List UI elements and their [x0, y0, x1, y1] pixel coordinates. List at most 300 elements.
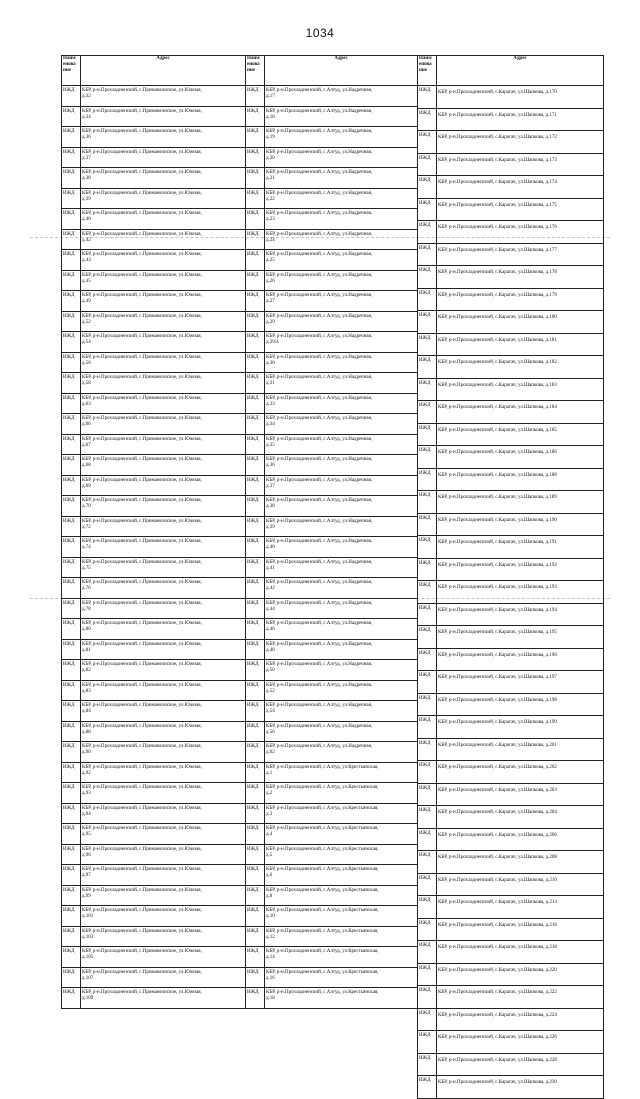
table-row [246, 906, 418, 927]
address-line: КБР, р-н.Прохладненский, с.Приманелиское, ул.Южная, [82, 395, 202, 401]
address-table-right [417, 55, 604, 1099]
address-cell [265, 496, 418, 517]
table-row [246, 414, 418, 435]
building-type-cell: ИЖД [246, 680, 265, 701]
house-number: д.32 [82, 94, 91, 99]
address-cell [81, 352, 246, 373]
building-type-cell: ИЖД [418, 356, 437, 379]
address-cell [265, 393, 418, 414]
table-row [418, 558, 604, 581]
address-line: КБР, р-н.Прохладненский, с.Карагач, ул.Шапкова, д.183 [438, 382, 557, 388]
table-row [62, 926, 246, 947]
table-row [62, 86, 246, 107]
address-line: КБР, р-н.Прохладненский, с.Алтуд, ул.Надречная, [266, 190, 373, 196]
table-row [418, 693, 604, 716]
address-line: КБР, р-н.Прохладненский, с.Алтуд, ул.Надречная, [266, 293, 373, 298]
building-type-cell: ИЖД [418, 311, 437, 334]
house-number: д.101 [82, 914, 94, 919]
address-line: КБР, р-н.Прохладненский, с.Алтуд, ул.Надречная, [266, 272, 373, 278]
building-type-cell: ИЖД [246, 578, 265, 599]
address-cell [265, 209, 418, 230]
address-line: КБР, р-н.Прохладненский, с.Карагач, ул.Шапкова, д.173 [438, 157, 557, 163]
address-cell [81, 373, 246, 394]
address-line: КБР, р-н.Прохладненский, с.Карагач, ул.Шапкова, д.196 [438, 652, 557, 658]
house-number: д.25 [266, 258, 275, 263]
house-number: д.63 [82, 401, 91, 407]
address-cell [265, 373, 418, 394]
address-line: КБР, р-н.Прохладненский, с.Алтуд, ул.Надречная, [266, 108, 373, 114]
address-cell [81, 865, 246, 886]
header-type: Наим енова ние [62, 56, 81, 86]
address-cell [81, 598, 246, 619]
address-line: КБР, р-н.Прохладненский, с.Алтуд, ул.Надречная, [266, 375, 373, 380]
building-type-cell: ИЖД [418, 873, 437, 896]
address-line: КБР, р-н.Прохладненский, с.Алтуд, ул.Надречная, [266, 88, 373, 93]
address-cell [265, 106, 418, 127]
building-type-cell: ИЖД [246, 475, 265, 496]
table-row [418, 603, 604, 626]
building-type-cell: ИЖД [418, 806, 437, 829]
building-type-cell: ИЖД [62, 865, 81, 886]
address-cell [81, 783, 246, 804]
table-row [418, 1053, 604, 1076]
table-row [418, 738, 604, 761]
address-line: КБР, р-н.Прохладненский, с.Приманелиское, ул.Южная, [82, 764, 202, 770]
address-line: КБР, р-н.Прохладненский, с.Алтуд, ул.Крестьянская, [266, 867, 379, 872]
house-number: д.99 [82, 893, 91, 899]
house-number: д.50 [266, 668, 275, 673]
address-cell [265, 250, 418, 271]
building-type-cell: ИЖД [418, 581, 437, 604]
house-number: д.105 [82, 955, 94, 960]
table-row [418, 761, 604, 784]
table-row [418, 828, 604, 851]
address-cell [437, 941, 604, 964]
building-type-cell: ИЖД [246, 106, 265, 127]
house-number: д.76 [82, 586, 91, 591]
building-type-cell: ИЖД [62, 434, 81, 455]
table-row [62, 455, 246, 476]
address-line: КБР, р-н.Прохладненский, с.Карагач, ул.Шапкова, д.197 [438, 675, 557, 680]
building-type-cell: ИЖД [62, 270, 81, 291]
address-line: КБР, р-н.Прохладненский, с.Карагач, ул.Шапкова, д.176 [438, 225, 557, 230]
address-cell [265, 270, 418, 291]
building-type-cell: ИЖД [62, 906, 81, 927]
address-cell [81, 926, 246, 947]
address-line: КБР, р-н.Прохладненский, с.Алтуд, ул.Надречная, [266, 641, 373, 647]
address-cell [81, 168, 246, 189]
building-type-cell: ИЖД [62, 455, 81, 476]
address-cell [265, 762, 418, 783]
address-line: КБР, р-н.Прохладненский, с.Приманелиское, ул.Южная, [82, 723, 202, 729]
address-line: КБР, р-н.Прохладненский, с.Алтуд, ул.Надречная, [266, 313, 373, 319]
house-number: д.80 [82, 627, 91, 632]
address-cell [81, 947, 246, 968]
building-type-cell: ИЖД [418, 851, 437, 874]
address-line: КБР, р-н.Прохладненский, с.Карагач, ул.Шапкова, д.170 [438, 90, 557, 95]
building-type-cell: ИЖД [418, 333, 437, 356]
address-line: КБР, р-н.Прохладненский, с.Алтуд, ул.Крестьянская, [266, 969, 379, 975]
table-row [62, 865, 246, 886]
building-type-cell: ИЖД [418, 896, 437, 919]
house-number: д.69 [82, 483, 91, 489]
address-cell [81, 824, 246, 845]
address-cell [265, 598, 418, 619]
house-number: д.92 [82, 770, 91, 776]
address-cell [437, 963, 604, 986]
address-cell [265, 188, 418, 209]
address-cell [437, 581, 604, 604]
address-cell [81, 885, 246, 906]
address-cell [437, 221, 604, 244]
address-cell [265, 168, 418, 189]
building-type-cell: ИЖД [418, 153, 437, 176]
building-type-cell: ИЖД [246, 906, 265, 927]
address-cell [437, 626, 604, 649]
building-type-cell: ИЖД [246, 414, 265, 435]
building-type-cell: ИЖД [62, 578, 81, 599]
building-type-cell: ИЖД [418, 626, 437, 649]
address-cell [81, 127, 246, 148]
address-cell [437, 311, 604, 334]
building-type-cell: ИЖД [246, 455, 265, 476]
table-row [62, 229, 246, 250]
address-line: КБР, р-н.Прохладненский, с.Карагач, ул.Шапкова, д.199 [438, 720, 557, 725]
building-type-cell: ИЖД [246, 988, 265, 1009]
address-line: КБР, р-н.Прохладненский, с.Карагач, ул.Шапкова, д.206 [438, 832, 557, 838]
house-number: д.14 [266, 955, 275, 960]
address-cell [81, 537, 246, 558]
building-type-cell: ИЖД [418, 918, 437, 941]
table-row [246, 824, 418, 845]
address-line: КБР, р-н.Прохладненский, с.Алтуд, ул.Крестьянская, [266, 785, 379, 790]
house-number: д.46 [266, 627, 275, 632]
table-row [62, 311, 246, 332]
building-type-cell: ИЖД [246, 270, 265, 291]
house-number: д.10 [266, 914, 275, 919]
building-type-cell: ИЖД [246, 188, 265, 209]
address-cell [81, 639, 246, 660]
building-type-cell: ИЖД [246, 803, 265, 824]
house-number: д.12 [266, 934, 275, 940]
building-type-cell: ИЖД [418, 648, 437, 671]
house-number: д.38 [82, 176, 91, 181]
address-cell [81, 762, 246, 783]
address-line: КБР, р-н.Прохладненский, с.Алтуд, ул.Надречная, [266, 682, 373, 688]
address-line: КБР, р-н.Прохладненский, с.Карагач, ул.Шапкова, д.178 [438, 270, 557, 275]
table-row [62, 516, 246, 537]
house-number: д.72 [82, 524, 91, 530]
building-type-cell: ИЖД [246, 434, 265, 455]
table-row [62, 188, 246, 209]
address-cell [437, 446, 604, 469]
building-type-cell: ИЖД [246, 865, 265, 886]
address-line: КБР, р-н.Прохладненский, с.Алтуд, ул.Надречная, [266, 600, 373, 606]
building-type-cell: ИЖД [62, 803, 81, 824]
building-type-cell: ИЖД [418, 176, 437, 199]
building-type-cell: ИЖД [62, 414, 81, 435]
building-type-cell: ИЖД [62, 311, 81, 332]
table-row [62, 147, 246, 168]
table-row [62, 352, 246, 373]
table-row [246, 496, 418, 517]
house-number: д.97 [82, 873, 91, 878]
house-number: д.1 [266, 770, 273, 776]
building-type-cell: ИЖД [246, 844, 265, 865]
building-type-cell: ИЖД [62, 967, 81, 988]
table-row [62, 803, 246, 824]
house-number: д.49 [82, 299, 91, 304]
building-type-cell: ИЖД [246, 147, 265, 168]
table-row [246, 742, 418, 763]
table-row [246, 762, 418, 783]
table-row [418, 288, 604, 311]
house-number: д.96 [82, 852, 91, 858]
address-line: КБР, р-н.Прохладненский, с.Приманелиское, ул.Южная, [82, 149, 202, 155]
building-type-cell: ИЖД [418, 86, 437, 109]
address-cell [437, 153, 604, 176]
table-row [246, 680, 418, 701]
address-line: КБР, р-н.Прохладненский, с.Карагач, ул.Шапкова, д.189 [438, 495, 557, 500]
house-number: д.37 [266, 483, 275, 489]
address-line: КБР, р-н.Прохладненский, с.Приманелиское, ул.Южная, [82, 129, 202, 134]
table-row [62, 701, 246, 722]
table-row [62, 742, 246, 763]
table-row [246, 311, 418, 332]
house-number: д.41 [266, 565, 275, 571]
building-type-cell: ИЖД [246, 250, 265, 271]
address-line: КБР, р-н.Прохладненский, с.Карагач, ул.Шапкова, д.185 [438, 427, 557, 433]
address-line: КБР, р-н.Прохладненский, с.Алтуд, ул.Крестьянская, [266, 846, 379, 852]
building-type-cell: ИЖД [62, 885, 81, 906]
house-number: д.29/4 [266, 340, 279, 345]
house-number: д.23 [266, 217, 275, 222]
building-type-cell: ИЖД [246, 721, 265, 742]
address-line: КБР, р-н.Прохладненский, с.Приманелиское, ул.Южная, [82, 190, 202, 196]
address-cell [81, 701, 246, 722]
house-number: д.107 [82, 975, 94, 981]
header-type: Наим енова ние [418, 56, 437, 86]
address-cell [81, 803, 246, 824]
building-type-cell: ИЖД [246, 291, 265, 312]
table-row [246, 516, 418, 537]
table-row [418, 671, 604, 694]
address-cell [81, 475, 246, 496]
building-type-cell: ИЖД [62, 537, 81, 558]
building-type-cell: ИЖД [418, 491, 437, 514]
house-number: д.42 [266, 586, 275, 591]
table-row [418, 851, 604, 874]
address-line: КБР, р-н.Прохладненский, с.Карагач, ул.Шапкова, д.204 [438, 810, 557, 815]
table-header-row [62, 56, 246, 86]
building-type-cell: ИЖД [62, 168, 81, 189]
table-row [62, 906, 246, 927]
building-type-cell: ИЖД [418, 716, 437, 739]
building-type-cell: ИЖД [418, 266, 437, 289]
house-number: д.29 [266, 319, 275, 325]
address-line: КБР, р-н.Прохладненский, с.Приманелиское, ул.Южная, [82, 580, 202, 585]
address-line: КБР, р-н.Прохладненский, с.Карагач, ул.Шапкова, д.193 [438, 585, 557, 590]
building-type-cell: ИЖД [418, 221, 437, 244]
table-row [418, 1076, 604, 1099]
address-cell [265, 578, 418, 599]
building-type-cell: ИЖД [418, 198, 437, 221]
address-cell [81, 86, 246, 107]
address-line: КБР, р-н.Прохладненский, с.Карагач, ул.Шапкова, д.216 [438, 922, 557, 928]
table-row [62, 291, 246, 312]
building-type-cell: ИЖД [418, 513, 437, 536]
table-row [418, 401, 604, 424]
building-type-cell: ИЖД [62, 947, 81, 968]
address-cell [265, 988, 418, 1009]
address-line: КБР, р-н.Прохладненский, с.Приманелиское, ул.Южная, [82, 703, 202, 708]
building-type-cell: ИЖД [62, 147, 81, 168]
address-line: КБР, р-н.Прохладненский, с.Приманелиское, ул.Южная, [82, 662, 202, 667]
table-row [246, 373, 418, 394]
address-line: КБР, р-н.Прохладненский, с.Карагач, ул.Шапкова, д.182 [438, 360, 557, 365]
table-row [62, 660, 246, 681]
address-cell [265, 824, 418, 845]
address-cell [437, 288, 604, 311]
address-cell [437, 783, 604, 806]
building-type-cell: ИЖД [418, 986, 437, 1009]
address-line: КБР, р-н.Прохладненский, с.Алтуд, ул.Надречная, [266, 559, 373, 565]
address-cell [265, 803, 418, 824]
address-cell [437, 266, 604, 289]
address-cell [81, 455, 246, 476]
table-row [418, 896, 604, 919]
table-row [246, 209, 418, 230]
building-type-cell: ИЖД [62, 721, 81, 742]
address-cell [437, 333, 604, 356]
address-cell [265, 926, 418, 947]
address-line: КБР, р-н.Прохладненский, с.Приманелиское, ул.Южная, [82, 785, 202, 790]
address-cell [437, 198, 604, 221]
address-line: КБР, р-н.Прохладненский, с.Алтуд, ул.Надречная, [266, 498, 373, 503]
building-type-cell: ИЖД [62, 783, 81, 804]
table-row [62, 270, 246, 291]
address-cell [81, 742, 246, 763]
address-cell [437, 716, 604, 739]
house-number: д.33 [266, 401, 275, 407]
table-row [418, 198, 604, 221]
address-line: КБР, р-н.Прохладненский, с.Карагач, ул.Шапкова, д.191 [438, 540, 557, 545]
building-type-cell: ИЖД [418, 288, 437, 311]
table-row [62, 209, 246, 230]
address-line: КБР, р-н.Прохладненский, с.Карагач, ул.Шапкова, д.194 [438, 607, 557, 613]
address-cell [437, 1008, 604, 1031]
table-row [418, 806, 604, 829]
building-type-cell: ИЖД [246, 742, 265, 763]
table-row [418, 941, 604, 964]
address-cell [437, 513, 604, 536]
building-type-cell: ИЖД [62, 988, 81, 1009]
table-row [62, 783, 246, 804]
address-cell [81, 229, 246, 250]
table-row [62, 639, 246, 660]
address-cell [81, 906, 246, 927]
table-row [418, 356, 604, 379]
building-type-cell: ИЖД [418, 423, 437, 446]
table-row [62, 537, 246, 558]
house-number: д.62 [266, 750, 275, 755]
address-cell [265, 885, 418, 906]
table-row [246, 270, 418, 291]
address-line: КБР, р-н.Прохладненский, с.Карагач, ул.Шапкова, д.188 [438, 472, 557, 478]
building-type-cell: ИЖД [246, 311, 265, 332]
building-type-cell: ИЖД [418, 828, 437, 851]
address-line: КБР, р-н.Прохладненский, с.Алтуд, ул.Надречная, [266, 211, 373, 216]
house-number: д.103 [82, 934, 94, 940]
table-row [246, 127, 418, 148]
building-type-cell: ИЖД [246, 332, 265, 353]
table-row [62, 947, 246, 968]
address-line: КБР, р-н.Прохладненский, с.Приманелиское, ул.Южная, [82, 621, 202, 626]
address-line: КБР, р-н.Прохладненский, с.Приманелиское, ул.Южная, [82, 539, 202, 544]
address-line: КБР, р-н.Прохладненский, с.Карагач, ул.Шапкова, д.190 [438, 517, 557, 523]
house-number: д.8 [266, 893, 273, 899]
address-cell [265, 229, 418, 250]
address-line: КБР, р-н.Прохладненский, с.Приманелиское, ул.Южная, [82, 272, 202, 278]
address-line: КБР, р-н.Прохладненский, с.Карагач, ул.Шапкова, д.186 [438, 450, 557, 455]
address-line: КБР, р-н.Прохладненский, с.Алтуд, ул.Надречная, [266, 744, 373, 749]
address-cell [81, 332, 246, 353]
address-cell [81, 660, 246, 681]
table-row [246, 393, 418, 414]
address-cell [265, 721, 418, 742]
house-number: д.48 [266, 647, 275, 653]
address-cell [437, 558, 604, 581]
address-cell [81, 967, 246, 988]
address-line: КБР, р-н.Прохладненский, с.Приманелиское, ул.Южная, [82, 846, 202, 852]
table-row [418, 86, 604, 109]
address-cell [81, 844, 246, 865]
table-row [62, 414, 246, 435]
building-type-cell: ИЖД [246, 885, 265, 906]
house-number: д.35 [266, 442, 275, 448]
house-number: д.16 [266, 975, 275, 981]
house-number: д.54 [82, 340, 91, 345]
building-type-cell: ИЖД [418, 378, 437, 401]
address-cell [437, 131, 604, 154]
house-number: д.70 [82, 504, 91, 509]
table-row [62, 127, 246, 148]
address-cell [437, 806, 604, 829]
address-line: КБР, р-н.Прохладненский, с.Карагач, ул.Шапкова, д.220 [438, 967, 557, 973]
table-row [62, 393, 246, 414]
address-cell [265, 434, 418, 455]
house-number: д.52 [266, 688, 275, 694]
house-number: д.34 [82, 114, 91, 120]
address-line: КБР, р-н.Прохладненский, с.Приманелиское, ул.Южная, [82, 477, 202, 483]
building-type-cell: ИЖД [246, 762, 265, 783]
house-number: д.45 [82, 278, 91, 284]
building-type-cell: ИЖД [418, 761, 437, 784]
table-row [418, 131, 604, 154]
building-type-cell: ИЖД [62, 291, 81, 312]
address-cell [437, 356, 604, 379]
address-line: КБР, р-н.Прохладненский, с.Приманелиское, ул.Южная, [82, 293, 202, 298]
address-line: КБР, р-н.Прохладненский, с.Карагач, ул.Шапкова, д.181 [438, 337, 557, 343]
table-row [246, 352, 418, 373]
address-cell [81, 393, 246, 414]
address-line: КБР, р-н.Прохладненский, с.Карагач, ул.Шапкова, д.192 [438, 562, 557, 568]
address-cell [437, 648, 604, 671]
address-cell [437, 873, 604, 896]
table-row [62, 844, 246, 865]
address-cell [437, 378, 604, 401]
table-row [418, 581, 604, 604]
